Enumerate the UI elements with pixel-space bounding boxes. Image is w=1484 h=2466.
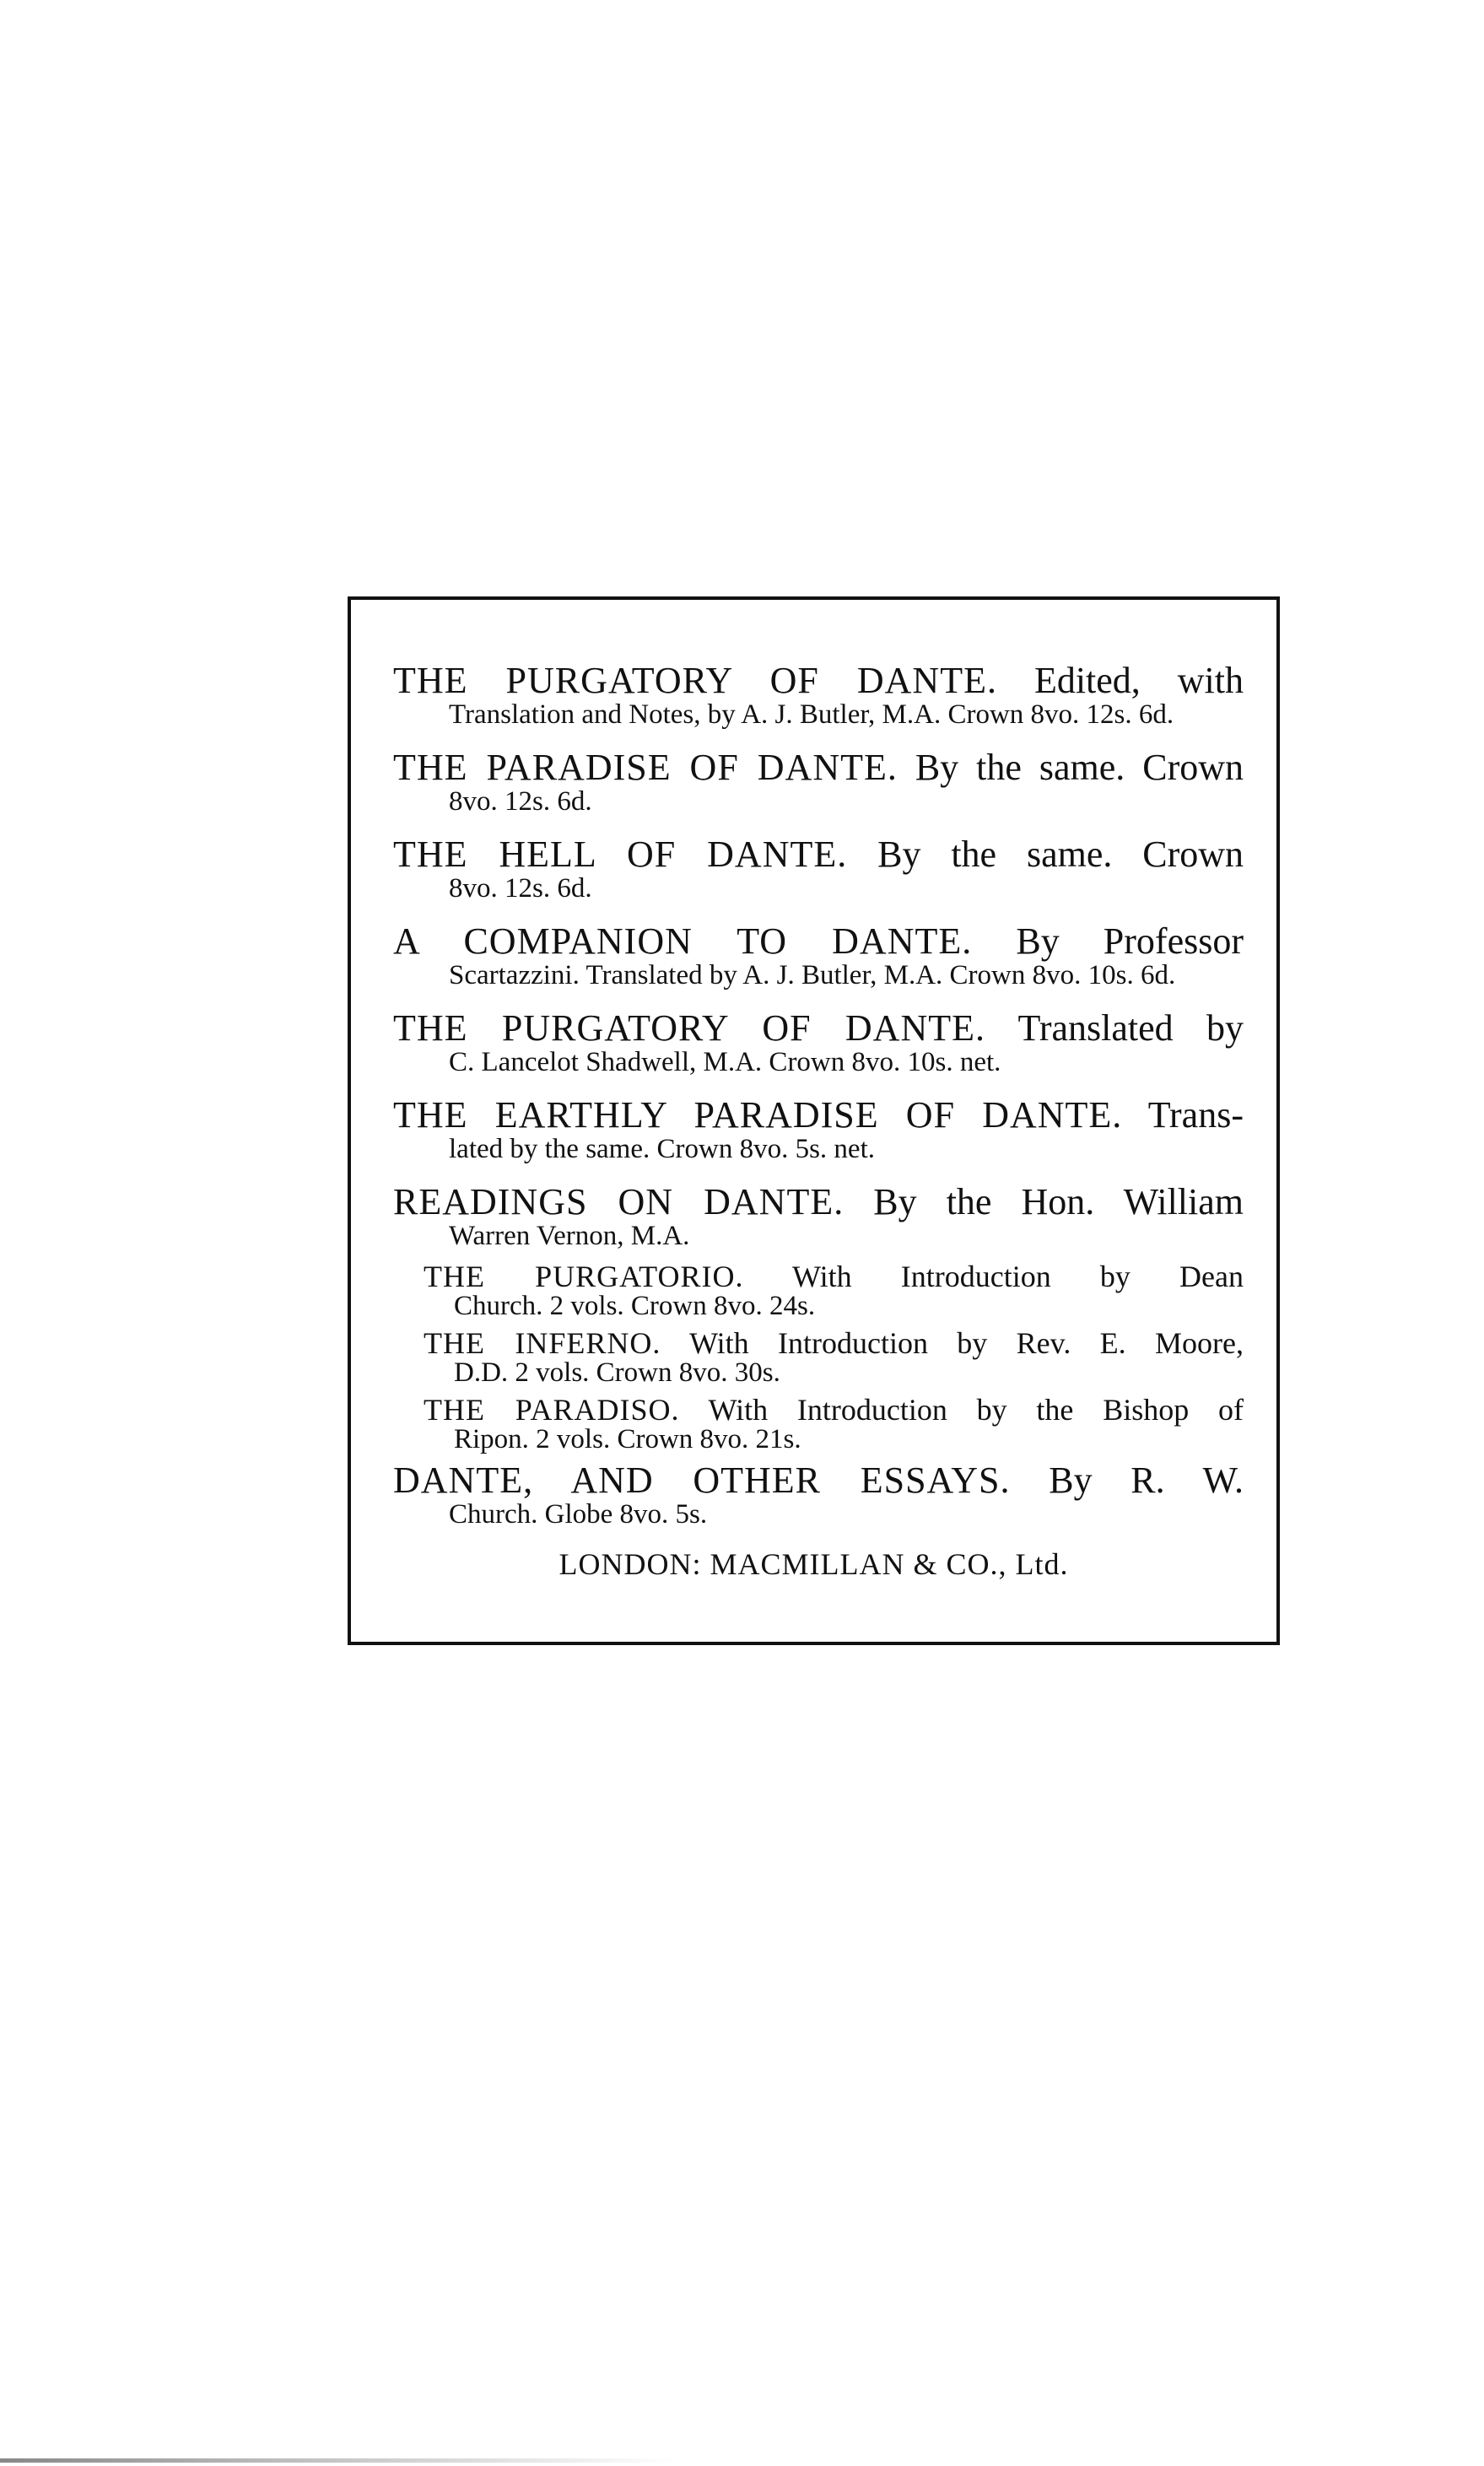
scan-edge-artifact (0, 2458, 675, 2463)
book-byline: By the same. Crown (877, 834, 1244, 875)
book-detail: Church. 2 vols. Crown 8vo. 24s. (454, 1291, 816, 1321)
book-detail: Church. Globe 8vo. 5s. (449, 1499, 708, 1530)
book-detail: 8vo. 12s. 6d. (449, 786, 592, 817)
book-entry (393, 921, 1244, 990)
book-title: THE PURGATORIO. (424, 1260, 744, 1293)
book-detail: lated by the same. Crown 8vo. 5s. net. (449, 1134, 875, 1164)
book-byline: With Introduction by the Bishop of (708, 1393, 1244, 1427)
book-title: THE PURGATORY OF DANTE. (393, 1007, 985, 1049)
publisher-imprint: LONDON: MACMILLAN & CO., Ltd. (559, 1547, 1069, 1581)
book-title: THE HELL OF DANTE. (393, 834, 848, 875)
book-byline: By Professor (1016, 920, 1244, 962)
book-title: READINGS ON DANTE. (393, 1181, 845, 1222)
book-detail: Scartazzini. Translated by A. J. Butler, M.A. Crown 8vo. 10s. 6d. (449, 960, 1176, 990)
book-entry (393, 1460, 1244, 1529)
book-title: THE PARADISE OF DANTE. (393, 747, 898, 788)
book-byline: With Introduction by Dean (792, 1260, 1244, 1293)
book-byline: By R. W. (1049, 1460, 1244, 1501)
book-entry (393, 834, 1244, 903)
book-title: A COMPANION TO DANTE. (393, 920, 973, 962)
book-entry (393, 1182, 1244, 1250)
book-byline: Trans- (1147, 1094, 1244, 1136)
book-entry (393, 747, 1244, 816)
book-detail: Translation and Notes, by A. J. Butler, M.A. Crown 8vo. 12s. 6d. (449, 699, 1174, 730)
book-title: THE INFERNO. (424, 1326, 661, 1360)
book-title: DANTE, AND OTHER ESSAYS. (393, 1460, 1011, 1501)
sub-book-entry (393, 1394, 1244, 1454)
book-detail: D.D. 2 vols. Crown 8vo. 30s. (454, 1357, 780, 1388)
book-list (393, 661, 1244, 1547)
book-entry (393, 661, 1244, 729)
book-title: THE EARTHLY PARADISE OF DANTE. (393, 1094, 1123, 1136)
advertisement-box (348, 596, 1280, 1645)
book-detail: C. Lancelot Shadwell, M.A. Crown 8vo. 10s. net. (449, 1047, 1001, 1077)
book-byline: With Introduction by Rev. E. Moore, (689, 1326, 1244, 1360)
sub-book-entry (393, 1260, 1244, 1320)
book-byline: Translated by (1017, 1007, 1244, 1049)
book-byline: By the same. Crown (915, 747, 1244, 788)
book-byline: By the Hon. William (873, 1181, 1244, 1222)
book-entry (393, 1008, 1244, 1077)
book-entry (393, 1095, 1244, 1163)
book-detail: Warren Vernon, M.A. (449, 1221, 690, 1251)
book-detail: Ripon. 2 vols. Crown 8vo. 21s. (454, 1424, 801, 1454)
sub-book-entry (393, 1327, 1244, 1387)
book-title: THE PURGATORY OF DANTE. (393, 660, 997, 701)
book-title: THE PARADISO. (424, 1393, 680, 1427)
book-byline: Edited, with (1033, 660, 1244, 701)
book-detail: 8vo. 12s. 6d. (449, 873, 592, 904)
